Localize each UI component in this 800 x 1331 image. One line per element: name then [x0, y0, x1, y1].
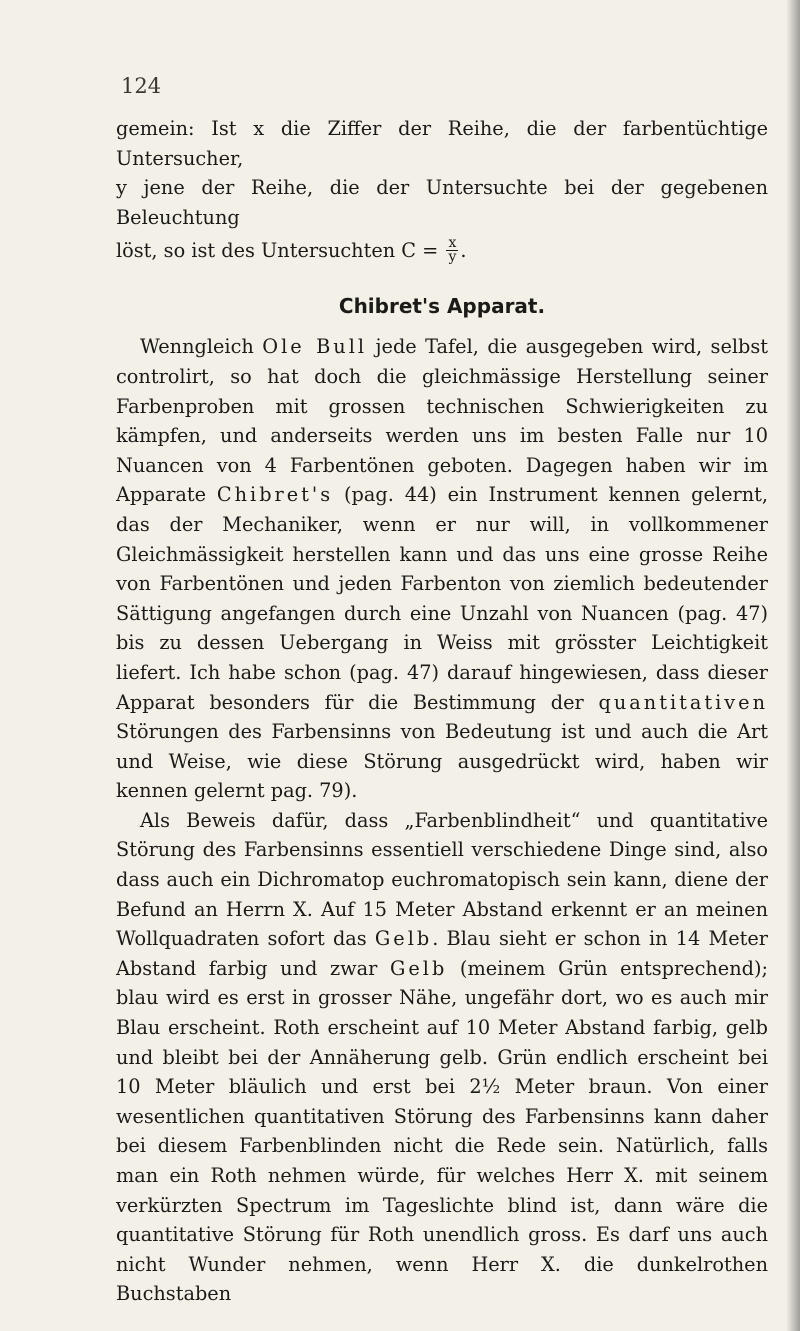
- intro-line-2: y jene der Reihe, die der Untersuchte bei der gegebenen Beleuchtung: [116, 176, 768, 229]
- paragraph-2: [116, 806, 768, 1309]
- fraction: [446, 234, 458, 265]
- p1-text-3: (pag. 44) ein Instrument kennen gelernt, das der Mechaniker, wenn er nur will, in vollkommener Gleichmässigkeit herstellen kann und das uns eine grosse Reihe von Farbentönen und jeden Farbenton von ziemlich bedeutender Sättigung angefangen durch eine Unzahl von Nuancen (pag. 47) bis zu dessen Uebergang in Weiss mit grösster Leichtigkeit liefert. Ich habe schon (pag. 47) darauf hingewiesen, dass dieser Apparat besonders für die Bestimmung der: [116, 483, 769, 714]
- person-name-chibret: Chibret's: [216, 483, 334, 507]
- intro-line-1: gemein: Ist x die Ziffer der Reihe, die der farbentüchtige Untersucher,: [116, 117, 768, 170]
- formula-prefix: löst, so ist des Untersuchten C =: [116, 239, 439, 263]
- formula-line: [116, 232, 768, 270]
- paragraph-1: [116, 332, 768, 806]
- formula-suffix: .: [460, 239, 467, 263]
- page-number: 124: [121, 74, 162, 98]
- body-text: [116, 114, 768, 1309]
- p1-text-4: Störungen des Farbensinns von Bedeutung ist und auch die Art und Weise, wie diese Störung ausgedrückt wird, haben wir kennen gelernt pag. 79).: [116, 720, 768, 803]
- section-heading: Chibret's Apparat.: [338, 294, 546, 319]
- p2-text-3: (meinem Grün entsprechend); blau wird es erst in grosser Nähe, ungefähr dort, wo es auch mir Blau erscheint. Roth erscheint auf 10 Meter Abstand farbig, gelb und bleibt bei der Annäherung gelb. Grün endlich erscheint bei 10 Meter bläulich und erst bei 2½ Meter braun. Von einer wesentlichen quantitativen Störung des Farbensinns kann daher bei diesem Farbenblinden nicht die Rede sein. Natürlich, falls man ein Roth nehmen würde, für welches Herr X. mit seinem verkürzten Spectrum im Tageslichte blind ist, dann wäre die quantitative Störung für Roth unendlich gross. Es darf uns auch nicht Wunder nehmen, wenn Herr X. die dunkelrothen Buchstaben: [116, 956, 769, 1306]
- p2-text-1: Als Beweis dafür, dass „Farbenblindheit“ und quantitative Störung des Farbensinns essentiell verschiedene Dinge sind, also dass auch ein Dichromatop euchromatopisch sein kann, diene der Befund an Herrn X. Auf 15 Meter Abstand erkennt er an meinen Wollquadraten sofort das: [116, 808, 768, 951]
- p1-text-1: Wenngleich: [140, 335, 263, 359]
- emphasis-quantitativen: quantitativen: [598, 690, 768, 714]
- page-edge-shadow: [786, 0, 800, 1331]
- emphasis-gelb-2: Gelb: [389, 956, 448, 980]
- person-name-ole-bull: Ole Bull: [262, 335, 368, 359]
- emphasis-gelb-1: Gelb: [374, 927, 433, 951]
- fraction-numerator: x: [446, 237, 458, 251]
- fraction-denominator: y: [448, 248, 457, 265]
- p1-text-2: jede Tafel, die ausgegeben wird, selbst controlirt, so hat doch die gleichmässige Herstellung seiner Farbenproben mit grossen technischen Schwierigkeiten zu kämpfen, und anderseits werden uns im besten Falle nur 10 Nuancen von 4 Farbentönen geboten. Dagegen haben wir im Apparate: [116, 335, 769, 507]
- p2-text-2: . Blau sieht er schon in 14 Meter Abstand farbig und zwar: [116, 927, 768, 980]
